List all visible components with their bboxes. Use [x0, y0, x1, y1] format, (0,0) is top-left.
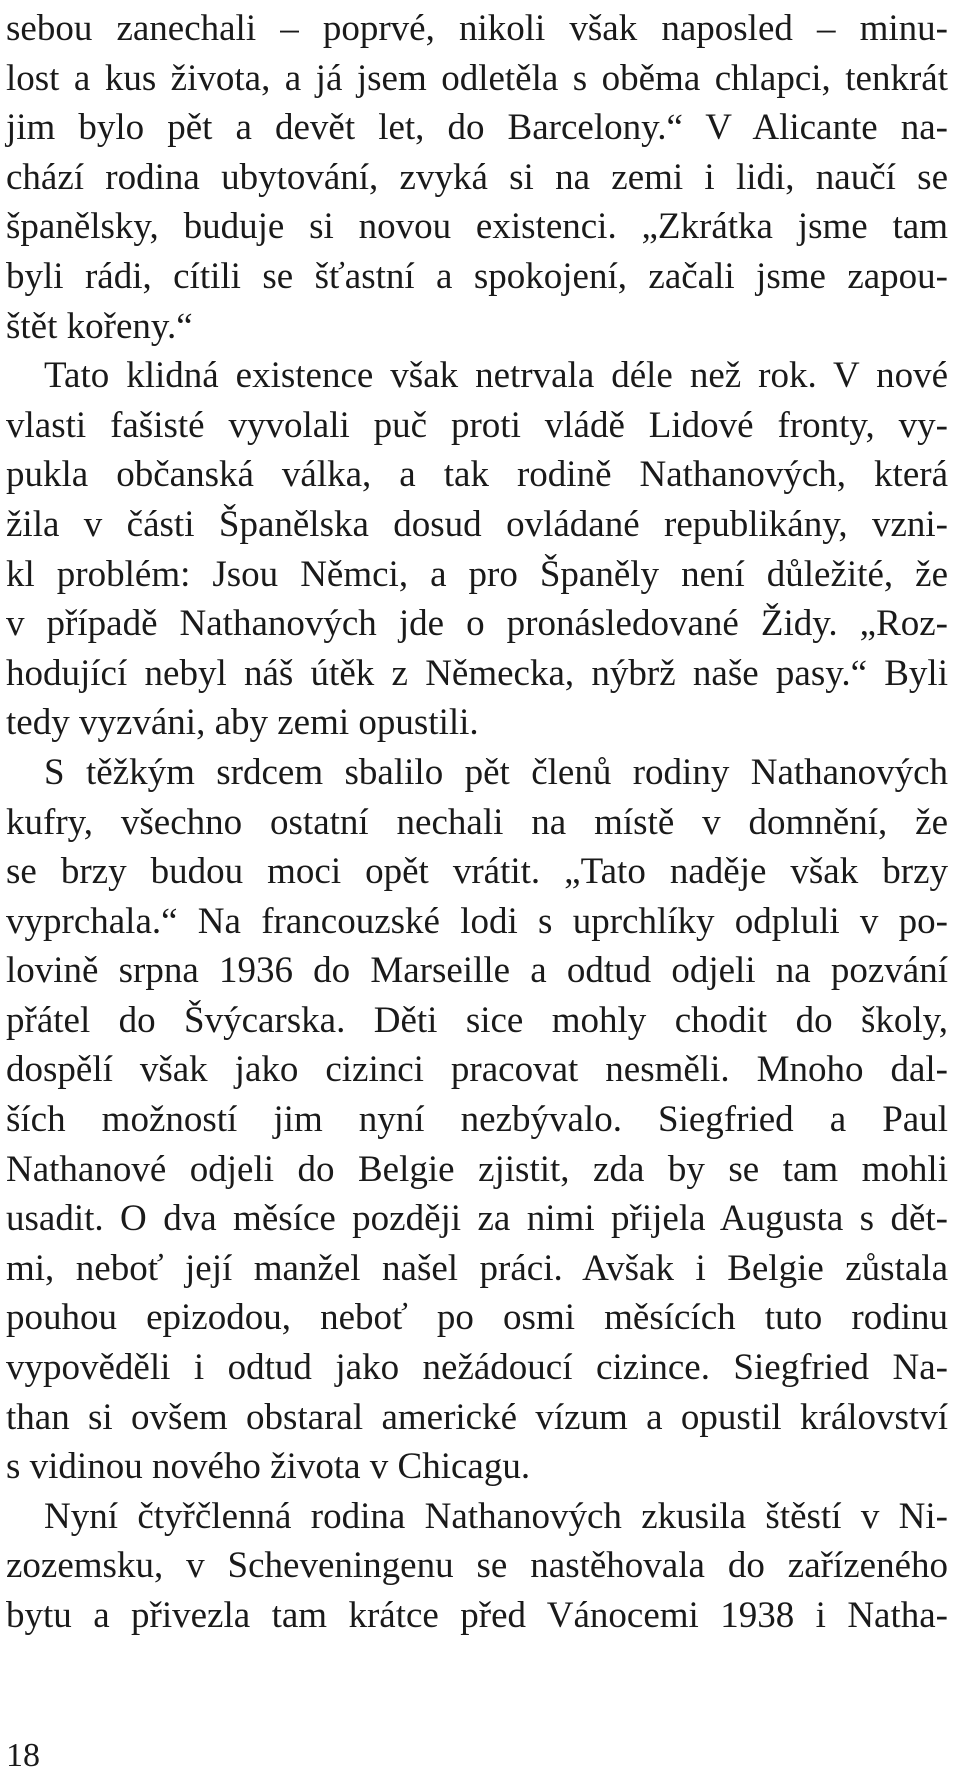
- text-line: štět kořeny.“: [6, 305, 193, 347]
- text-line: chází rodina ubytování, zvyká si na zemi i lidi, naučí se: [6, 156, 948, 198]
- text-line: Tato klidná existence však netrvala déle než rok. V nové: [44, 355, 948, 397]
- text-line: kufry, všechno ostatní nechali na místě v domnění, že: [6, 801, 948, 843]
- text-line: vlasti fašisté vyvolali puč proti vládě Lidové fronty, vy-: [6, 404, 948, 446]
- text-line: se brzy budou moci opět vrátit. „Tato naděje však brzy: [6, 851, 948, 893]
- text-line: usadit. O dva měsíce později za nimi přijela Augusta s dět-: [6, 1198, 948, 1240]
- text-line: ších možností jim nyní nezbývalo. Siegfried a Paul: [6, 1099, 948, 1141]
- text-line: pukla občanská válka, a tak rodině Nathanových, která: [6, 454, 948, 496]
- text-line: žila v části Španělska dosud ovládané republikány, vzni-: [6, 503, 948, 545]
- text-line: španělsky, buduje si novou existenci. „Zkrátka jsme tam: [6, 206, 948, 248]
- text-line: přátel do Švýcarska. Děti sice mohly chodit do školy,: [6, 999, 948, 1041]
- text-line: than si ovšem obstaral americké vízum a opustil království: [6, 1396, 948, 1438]
- text-line: s vidinou nového života v Chicagu.: [6, 1446, 531, 1488]
- text-line: vyprchala.“ Na francouzské lodi s uprchlíky odpluli v po-: [6, 900, 948, 942]
- text-line: pouhou epizodou, neboť po osmi měsících tuto rodinu: [6, 1297, 948, 1339]
- text-line: mi, neboť její manžel našel práci. Avšak i Belgie zůstala: [6, 1247, 948, 1289]
- text-line: tedy vyzváni, aby zemi opustili.: [6, 702, 479, 744]
- text-line: lost a kus života, a já jsem odletěla s oběma chlapci, tenkrát: [6, 57, 948, 99]
- text-line: vypověděli i odtud jako nežádoucí cizince. Siegfried Na-: [6, 1347, 948, 1389]
- page-number: 18: [6, 1737, 40, 1774]
- text-line: jim bylo pět a devět let, do Barcelony.“ V Alicante na-: [6, 107, 948, 149]
- text-line: byli rádi, cítili se šťastní a spokojení, začali jsme zapou-: [6, 255, 948, 297]
- text-line: dospělí však jako cizinci pracovat nesměli. Mnoho dal-: [6, 1049, 948, 1091]
- text-line: S těžkým srdcem sbalilo pět členů rodiny Nathanových: [44, 751, 948, 793]
- text-line: v případě Nathanových jde o pronásledované Židy. „Roz-: [6, 603, 948, 645]
- text-line: lovině srpna 1936 do Marseille a odtud odjeli na pozvání: [6, 950, 948, 992]
- text-line: hodující nebyl náš útěk z Německa, nýbrž naše pasy.“ Byli: [6, 652, 948, 694]
- text-line: kl problém: Jsou Němci, a pro Španěly není důležité, že: [6, 553, 948, 595]
- text-line: zozemsku, v Scheveningenu se nastěhovala do zařízeného: [6, 1545, 948, 1587]
- text-line: sebou zanechali – poprvé, nikoli však naposled – minu-: [6, 8, 948, 49]
- text-line: Nyní čtyřčlenná rodina Nathanových zkusila štěstí v Ni-: [44, 1495, 948, 1537]
- body-text: [6, 4, 948, 1641]
- text-line: Nathanové odjeli do Belgie zjistit, zda by se tam mohli: [6, 1148, 948, 1190]
- text-line: bytu a přivezla tam krátce před Vánocemi 1938 i Natha-: [6, 1595, 948, 1636]
